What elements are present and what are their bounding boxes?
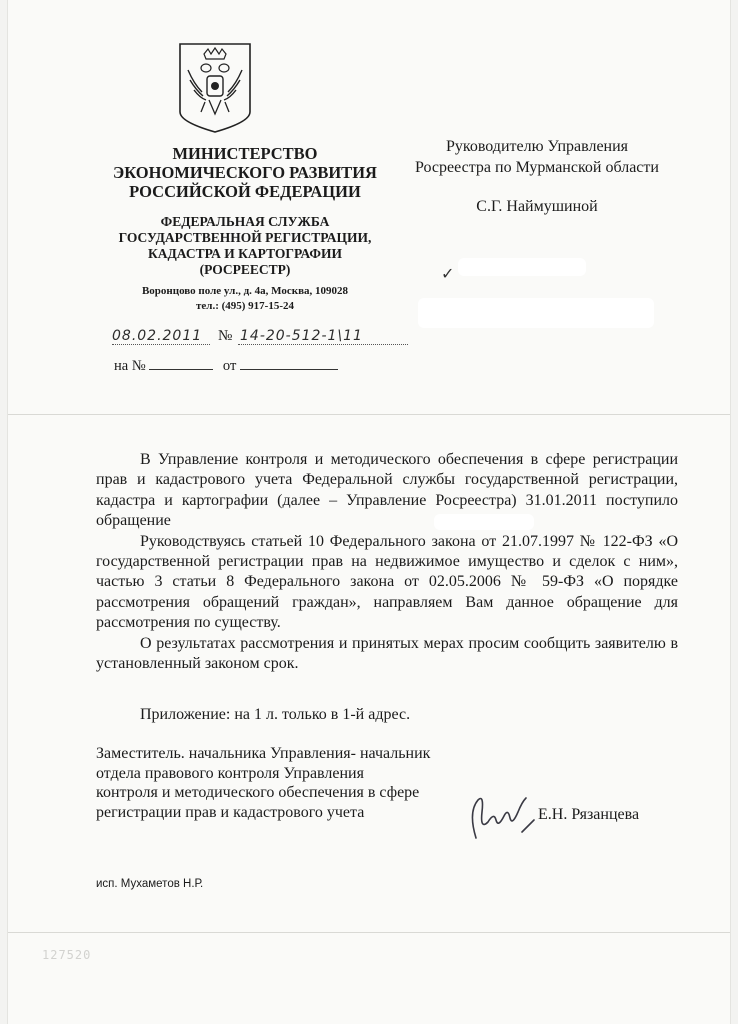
faint-stamp: 127520 xyxy=(42,948,92,962)
registration-number: 14-20-512-1\11 xyxy=(240,328,363,344)
signatory-name: Е.Н. Рязанцева xyxy=(538,806,640,823)
registration-line xyxy=(112,326,412,348)
paragraph: О результатах рассмотрения и принятых мерах просим сообщить заявителю в установленный законом срок. xyxy=(96,634,678,673)
address: Воронцово поле ул., д. 4а, Москва, 109028 xyxy=(141,285,349,297)
fold-line xyxy=(8,932,730,933)
reference-number-blank xyxy=(149,369,213,370)
ministry-line: РОССИЙСКОЙ ФЕДЕРАЦИИ xyxy=(129,182,361,201)
signatory-position xyxy=(96,744,476,822)
addressee-name: С.Г. Наймушиной xyxy=(476,198,598,215)
service-line: ГОСУДАРСТВЕННОЙ РЕГИСТРАЦИИ, xyxy=(118,230,372,245)
letter-body xyxy=(96,450,678,674)
executor-note: исп. Мухаметов Н.Р. xyxy=(96,878,204,890)
position-line: отдела правового контроля Управления xyxy=(96,764,364,782)
check-mark: ✓ xyxy=(441,264,455,283)
redacted-area xyxy=(418,298,654,328)
ministry-line: ЭКОНОМИЧЕСКОГО РАЗВИТИЯ xyxy=(113,163,377,182)
number-sign: № xyxy=(218,328,233,344)
paragraph: Руководствуясь статьей 10 Федерального закона от 21.07.1997 № 122-ФЗ «О государственной регистрации прав на недвижимое имущество и сделок с ним», частью 3 статьи 8 Федерального закона от 02.05.2006 № 59-ФЗ «О порядке рассмотрения обращений граждан», направляем Вам данное обращение для рассмотрения по существу. xyxy=(96,532,678,632)
handwritten-signature xyxy=(462,782,542,852)
position-line: Заместитель. начальника Управления- начальник xyxy=(96,745,431,762)
ministry-line: МИНИСТЕРСТВО xyxy=(172,144,318,163)
service-line: ФЕДЕРАЛЬНАЯ СЛУЖБА xyxy=(160,214,330,229)
service-line: (РОСРЕЕСТР) xyxy=(199,262,291,277)
addressee-line: Росреестра по Мурманской области xyxy=(415,159,659,176)
from-label: от xyxy=(222,358,237,374)
attachment-note: Приложение: на 1 л. только в 1-й адрес. xyxy=(140,706,411,723)
registration-date: 08.02.2011 xyxy=(112,328,203,344)
redacted-area xyxy=(458,258,586,276)
reference-line xyxy=(114,358,338,375)
redacted-area xyxy=(434,514,534,530)
position-line: контроля и методического обеспечения в сфере xyxy=(96,784,420,801)
contacts xyxy=(60,284,430,314)
service-line: КАДАСТРА И КАРТОГРАФИИ xyxy=(147,246,343,261)
ministry-name xyxy=(60,144,430,201)
on-number-label: на № xyxy=(114,358,146,374)
reference-date-blank xyxy=(240,369,338,370)
addressee-line: Руководителю Управления xyxy=(445,138,629,155)
phone: тел.: (495) 917-15-24 xyxy=(195,300,295,312)
position-line: регистрации прав и кадастрового учета xyxy=(96,803,365,821)
paragraph: В Управление контроля и методического обеспечения в сфере регистрации прав и кадастрового учета Федеральной службы государственной регистрации, кадастра и картографии (далее – Управление Росреестра) 31.01.2011 поступило обращение xyxy=(96,451,678,530)
service-name xyxy=(60,214,430,278)
fold-line xyxy=(8,414,730,415)
addressee-block xyxy=(392,136,682,217)
coat-of-arms-icon xyxy=(176,40,254,136)
